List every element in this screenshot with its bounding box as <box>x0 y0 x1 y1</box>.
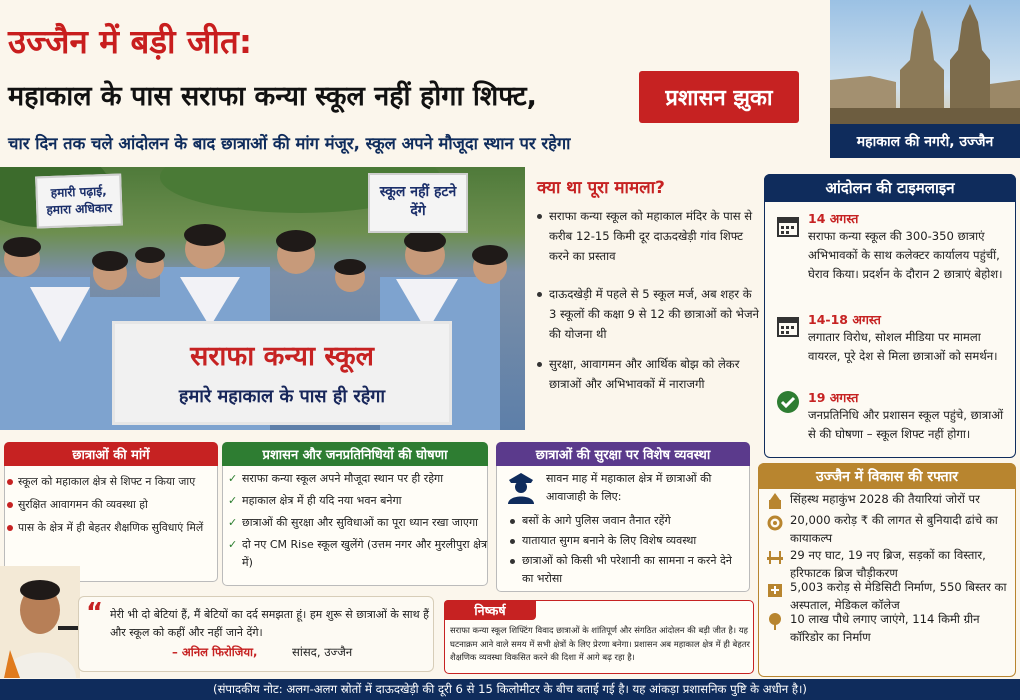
gear-icon <box>766 514 784 532</box>
safety-intro: सावन माह में महाकाल क्षेत्र में छात्राओं की आवाजाही के लिए: <box>546 472 712 503</box>
headline-line-1: उज्जैन में बड़ी जीत: <box>8 22 253 61</box>
announcement-item: ✓ सराफा कन्या स्कूल अपने मौजूदा स्थान पर ही रहेगा <box>228 470 490 488</box>
protest-sign-1: हमारी पढ़ाई, हमारा अधिकार <box>35 174 123 229</box>
issue-title: क्या था पूरा मामला? <box>537 178 665 198</box>
calendar-icon <box>776 314 800 338</box>
safety-item: यातायात सुगम बनाने के लिए विशेष व्यवस्था <box>510 532 736 550</box>
timeline-date: 14-18 अगस्त <box>808 312 881 327</box>
announcement-item: ✓ छात्राओं की सुरक्षा और सुविधाओं का पूरा ध्यान रखा जाएगा <box>228 514 490 532</box>
editorial-note: (संपादकीय नोट: अलग-अलग स्रोतों में दाऊदखेड़ी की दूरी 6 से 15 किलोमीटर के बीच बताई गई है। यह आंकड़ा प्रशासनिक पुष्टि के अधीन है।) <box>0 679 1020 700</box>
development-item: 5,003 करोड़ से मेडिसिटी निर्माण, 550 बिस्तर का अस्पताल, मेडिकल कॉलेज <box>790 580 1007 612</box>
issue-point: दाऊदखेड़ी में पहले से 5 स्कूल मर्ज, अब शहर के 3 स्कूलों की कक्षा 9 से 12 की छात्राओं को भेजने की योजना थी <box>537 284 759 344</box>
issue-point: सराफा कन्या स्कूल को महाकाल मंदिर के पास से करीब 12-15 किमी दूर दाऊदखेड़ी गांव शिफ्ट करने का प्रस्ताव <box>537 206 759 266</box>
development-item: 20,000 करोड़ ₹ की लागत से बुनियादी ढांचे का कायाकल्प <box>790 513 998 545</box>
speaker-portrait <box>0 566 80 678</box>
police-officer-icon <box>504 470 538 504</box>
subheadline: चार दिन तक चले आंदोलन के बाद छात्राओं की मांग मंजूर, स्कूल अपने मौजूदा स्थान पर रहेगा <box>8 134 571 153</box>
temple-icon <box>766 492 784 510</box>
development-item: 29 नए घाट, 19 नए ब्रिज, सड़कों का विस्तार, हरिफाटक ब्रिज चौड़ीकरण <box>790 548 986 580</box>
quote-mark-icon: “ <box>86 598 104 628</box>
demands-title: छात्राओं की मांगें <box>4 442 218 466</box>
temple-caption: महाकाल की नगरी, उज्जैन <box>830 124 1020 158</box>
development-item: 10 लाख पौधे लगाए जाएंगे, 114 किमी ग्रीन कॉरिडोर का निर्माण <box>790 612 980 644</box>
headline-line-2: महाकाल के पास सराफा कन्या स्कूल नहीं होगा शिफ्ट, <box>8 81 537 112</box>
conclusion-text: सराफा कन्या स्कूल शिफ्टिंग विवाद छात्राओं के शांतिपूर्ण और संगठित आंदोलन की बड़ी जीत है। यह घटनाक्रम आने वाले समय में सभी क्षेत्रों के लिए प्रेरणा बनेगा। प्रशासन अब महाकाल क्षेत्र में ही बेहतर शैक्षणिक व्यवस्था विकसित करने की दिशा में आगे बढ़ रहा है। <box>450 625 750 662</box>
timeline-title: आंदोलन की टाइमलाइन <box>764 174 1016 202</box>
announcement-item: ✓ महाकाल क्षेत्र में ही यदि नया भवन बनेगा <box>228 492 490 510</box>
temple-photo <box>830 0 1020 124</box>
protest-photo <box>0 167 525 430</box>
bridge-icon <box>766 548 784 566</box>
announcement-item: ✓ दो नए CM Rise स्कूल खुलेंगे (उत्तम नगर और मुरलीपुरा क्षेत्र में) <box>228 536 490 572</box>
development-title: उज्जैन में विकास की रफ्तार <box>758 463 1016 489</box>
development-item: सिंहस्थ महाकुंभ 2028 की तैयारियां जोरों पर <box>790 492 980 506</box>
banner-line-2: हमारे महाकाल के पास ही रहेगा <box>178 386 386 407</box>
hospital-icon <box>766 580 784 598</box>
demand-item: सुरक्षित आवागमन की व्यवस्था हो <box>6 497 218 512</box>
timeline-text: सराफा कन्या स्कूल की 300-350 छात्राएं अभिभावकों के साथ कलेक्टर कार्यालय पहुंचीं, घेराव किया। प्रदर्शन के दौरान 2 छात्राएं बेहोश। <box>808 229 1003 281</box>
banner-line-1: सराफा कन्या स्कूल <box>190 341 374 372</box>
timeline-text: लगातार विरोध, सोशल मीडिया पर मामला वायरल, पूरे देश से मिला छात्राओं को समर्थन। <box>808 330 998 363</box>
calendar-icon <box>776 214 800 238</box>
safety-title: छात्राओं की सुरक्षा पर विशेष व्यवस्था <box>496 442 750 466</box>
demand-item: स्कूल को महाकाल क्षेत्र से शिफ्ट न किया जाए <box>6 474 218 489</box>
tree-icon <box>766 612 784 630</box>
quote-role: सांसद, उज्जैन <box>292 645 353 659</box>
protest-banner <box>112 321 452 425</box>
timeline-date: 19 अगस्त <box>808 390 859 405</box>
announcements-title: प्रशासन और जनप्रतिनिधियों की घोषणा <box>222 442 488 466</box>
quote-author: – अनिल फिरोजिया, <box>172 645 258 659</box>
issue-point: सुरक्षा, आवागमन और आर्थिक बोझ को लेकर छात्राओं और अभिभावकों में नाराजगी <box>537 354 759 394</box>
conclusion-title: निष्कर्ष <box>444 600 536 620</box>
timeline-date: 14 अगस्त <box>808 211 859 226</box>
quote-text: मेरी भी दो बेटियां हैं, मैं बेटियों का दर्द समझता हूं। हम शुरू से छात्राओं के साथ हैं और स्कूल को कहीं और नहीं जाने देंगे। <box>110 608 430 639</box>
timeline-text: जनप्रतिनिधि और प्रशासन स्कूल पहुंचे, छात्राओं से की घोषणा – स्कूल शिफ्ट नहीं होगा। <box>808 408 1004 441</box>
safety-item: छात्राओं को किसी भी परेशानी का सामना न करने देने का भरोसा <box>510 552 736 588</box>
check-circle-icon <box>776 390 800 414</box>
protest-sign-2: स्कूल नहीं हटने देंगे <box>368 173 468 233</box>
demand-item: पास के क्षेत्र में ही बेहतर शैक्षणिक सुविधाएं मिलें <box>6 520 218 535</box>
headline-badge: प्रशासन झुका <box>639 71 799 123</box>
safety-item: बसों के आगे पुलिस जवान तैनात रहेंगे <box>510 512 736 530</box>
